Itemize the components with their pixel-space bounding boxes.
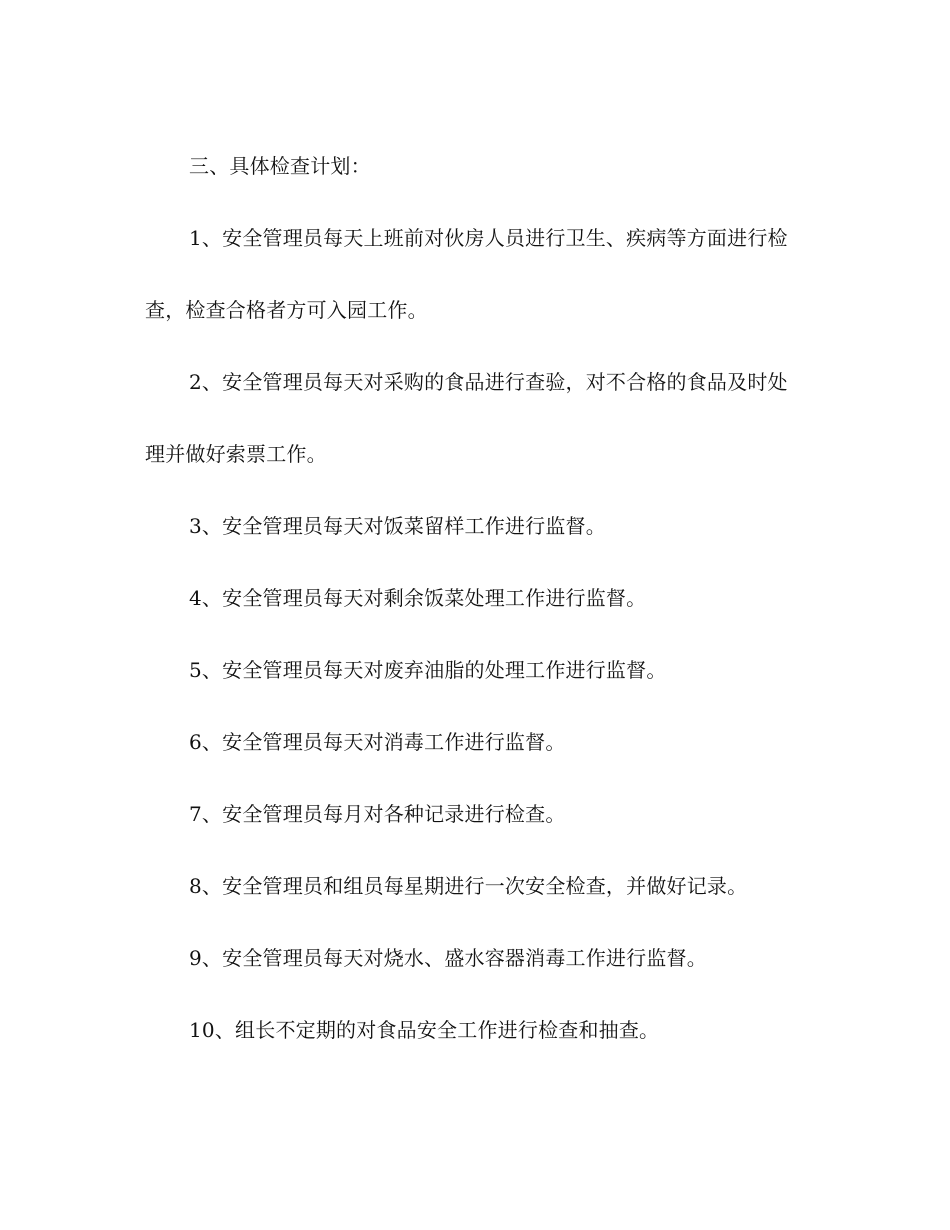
plan-item-1: 1、安全管理员每天上班前对伙房人员进行卫生、疾病等方面进行检查，检查合格者方可入园工作。 xyxy=(145,226,788,322)
plan-item-6: 6、安全管理员每天对消毒工作进行监督。 xyxy=(189,730,566,754)
plan-item-9: 9、安全管理员每天对烧水、盛水容器消毒工作进行监督。 xyxy=(189,946,707,970)
plan-item-4: 4、安全管理员每天对剩余饭菜处理工作进行监督。 xyxy=(189,586,647,610)
plan-item-7: 7、安全管理员每月对各种记录进行检查。 xyxy=(189,802,566,826)
document-body xyxy=(145,130,795,1066)
plan-item-10: 10、组长不定期的对食品安全工作进行检查和抽查。 xyxy=(189,1018,660,1042)
plan-item-2: 2、安全管理员每天对采购的食品进行查验，对不合格的食品及时处理并做好索票工作。 xyxy=(145,370,788,466)
section-heading: 三、具体检查计划： xyxy=(189,154,371,178)
plan-item-3: 3、安全管理员每天对饭菜留样工作进行监督。 xyxy=(189,514,606,538)
plan-item-5: 5、安全管理员每天对废弃油脂的处理工作进行监督。 xyxy=(189,658,667,682)
plan-item-8: 8、安全管理员和组员每星期进行一次安全检查，并做好记录。 xyxy=(189,874,748,898)
